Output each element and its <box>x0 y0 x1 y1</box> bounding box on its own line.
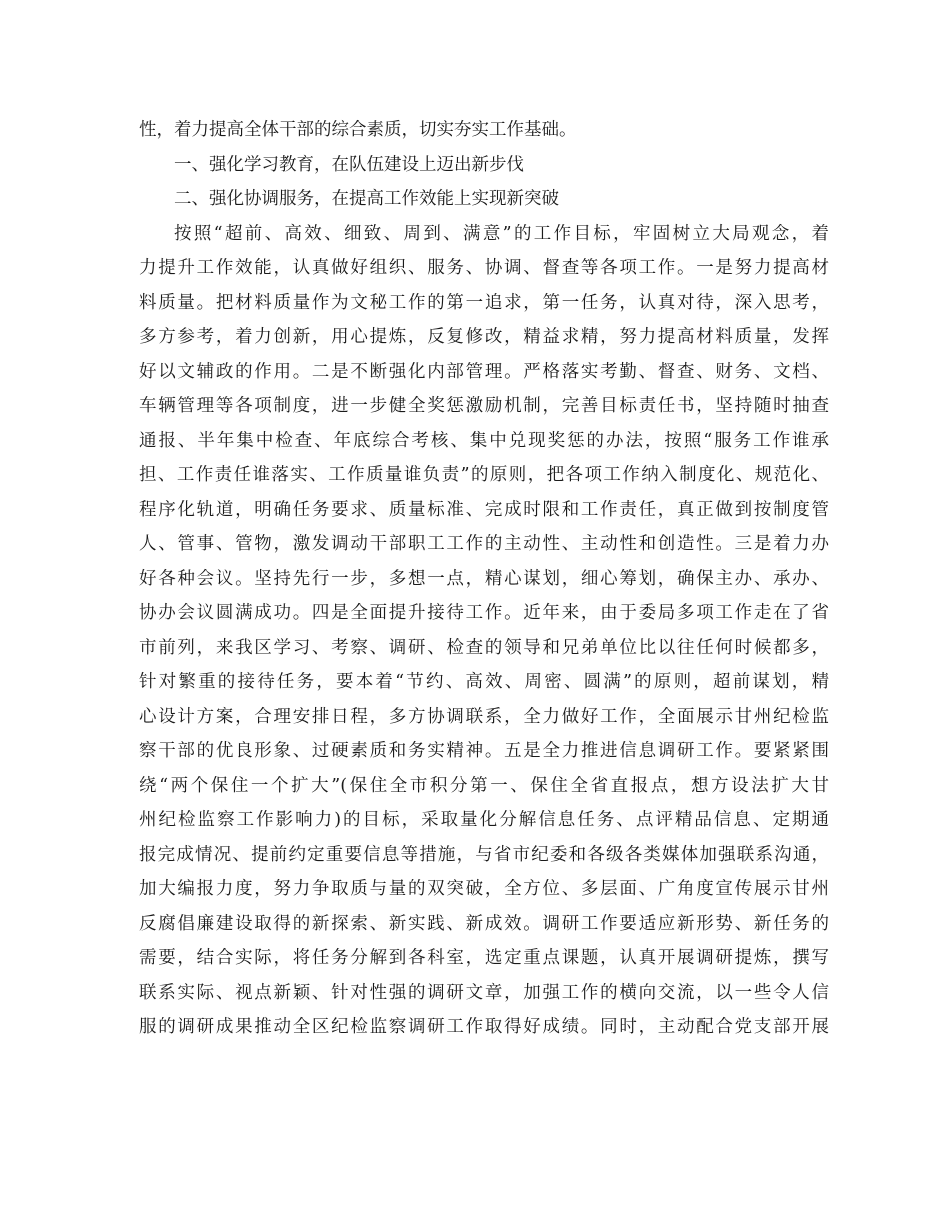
text-line: 心设计方案，合理安排日程，多方协调联系，全力做好工作，全面展示甘州纪检监 <box>139 706 829 727</box>
text-line: 好各种会议。坚持先行一步，多想一点，精心谋划，细心筹划，确保主办、承办、 <box>139 568 829 589</box>
text-line: 服的调研成果推动全区纪检监察调研工作取得好成绩。同时，主动配合党支部开展 <box>139 1017 829 1037</box>
text-line: 好以文辅政的作用。二是不断强化内部管理。严格落实考勤、督查、财务、文档、 <box>139 361 829 382</box>
text-line: 针对繁重的接待任务，要本着“节约、高效、周密、圆满”的原则，超前谋划，精 <box>139 672 829 692</box>
text-line: 绕“两个保住一个扩大”(保住全市积分第一、保住全省直报点，想方设法扩大甘 <box>139 775 829 796</box>
text-line: 料质量。把材料质量作为文秘工作的第一追求，第一任务，认真对待，深入思考， <box>139 292 829 313</box>
text-line: 州纪检监察工作影响力)的目标，采取量化分解信息任务、点评精品信息、定期通 <box>139 810 829 830</box>
text-line: 反腐倡廉建设取得的新探索、新实践、新成效。调研工作要适应新形势、新任务的 <box>139 913 829 934</box>
text-line: 力提升工作效能，认真做好组织、服务、协调、督查等各项工作。一是努力提高材 <box>139 258 829 278</box>
text-line: 察干部的优良形象、过硬素质和务实精神。五是全力推进信息调研工作。要紧紧围 <box>139 741 829 761</box>
text-line: 按照“超前、高效、细致、周到、满意”的工作目标，牢固树立大局观念，着 <box>174 223 829 244</box>
section-heading-1: 一、强化学习教育，在队伍建设上迈出新步伐 <box>174 154 524 175</box>
text-line: 联系实际、视点新颖、针对性强的调研文章，加强工作的横向交流，以一些令人信 <box>139 982 829 1003</box>
document-body <box>139 113 829 1045</box>
text-line: 性，着力提高全体干部的综合素质，切实夯实工作基础。 <box>139 120 577 140</box>
text-line: 市前列，来我区学习、考察、调研、检查的领导和兄弟单位比以往任何时候都多， <box>139 637 829 658</box>
text-line: 协办会议圆满成功。四是全面提升接待工作。近年来，由于委局多项工作走在了省 <box>139 603 829 623</box>
text-line: 人、管事、管物，激发调动干部职工工作的主动性、主动性和创造性。三是着力办 <box>139 534 829 554</box>
text-line: 多方参考，着力创新，用心提炼，反复修改，精益求精，努力提高材料质量，发挥 <box>139 327 829 347</box>
section-heading-2: 二、强化协调服务，在提高工作效能上实现新突破 <box>174 189 559 209</box>
text-line: 车辆管理等各项制度，进一步健全奖惩激励机制，完善目标责任书，坚持随时抽查 <box>139 396 829 416</box>
text-line: 报完成情况、提前约定重要信息等措施，与省市纪委和各级各类媒体加强联系沟通， <box>139 844 829 865</box>
text-line: 通报、半年集中检查、年底综合考核、集中兑现奖惩的办法，按照“服务工作谁承 <box>139 430 829 451</box>
text-line: 加大编报力度，努力争取质与量的双突破，全方位、多层面、广角度宣传展示甘州 <box>139 879 829 899</box>
text-line: 担、工作责任谁落实、工作质量谁负责”的原则，把各项工作纳入制度化、规范化、 <box>139 465 829 485</box>
text-line: 需要，结合实际，将任务分解到各科室，选定重点课题，认真开展调研提炼，撰写 <box>139 948 829 968</box>
text-line: 程序化轨道，明确任务要求、质量标准、完成时限和工作责任，真正做到按制度管 <box>139 499 829 520</box>
